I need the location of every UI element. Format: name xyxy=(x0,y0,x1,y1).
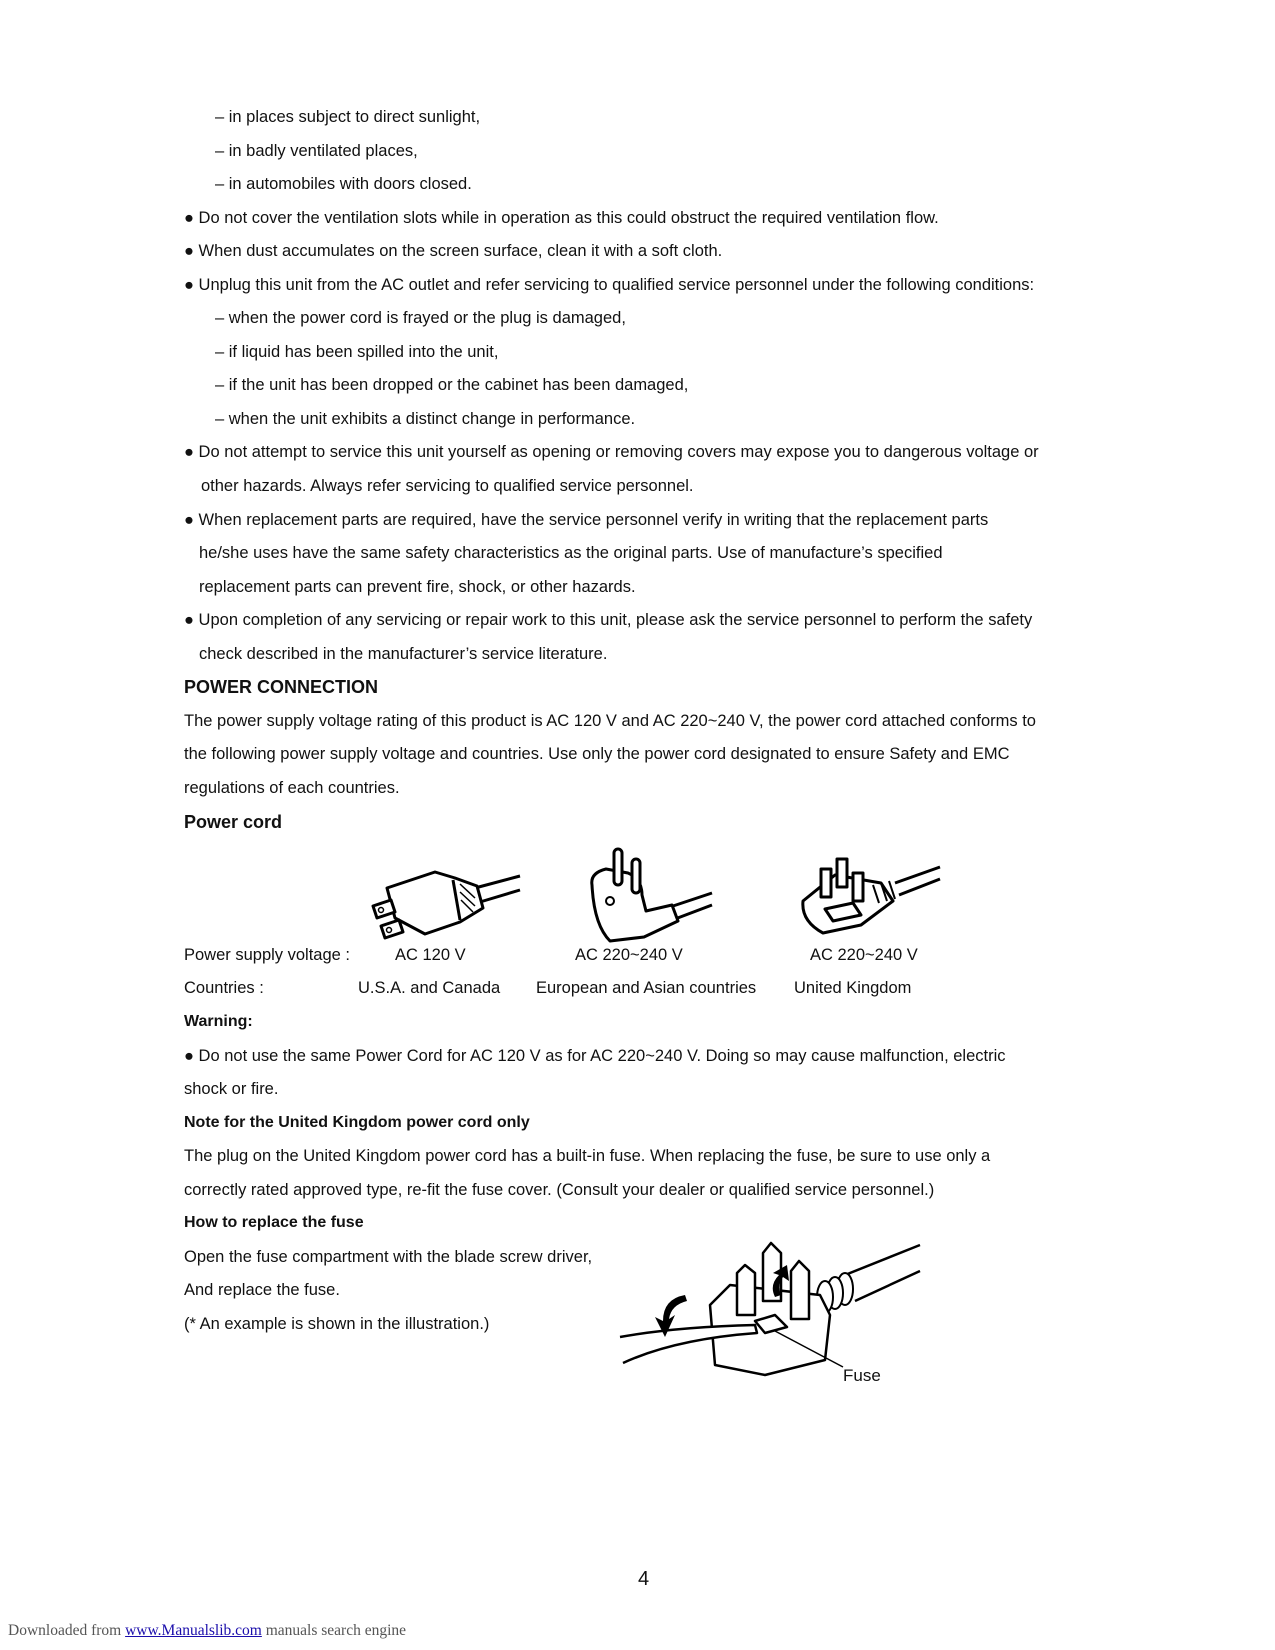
bullet-item: ● When dust accumulates on the screen surface, clean it with a soft cloth. xyxy=(184,242,723,260)
bullet-item: ● Do not attempt to service this unit yourself as opening or removing covers may expose you to dangerous voltage or xyxy=(184,443,1039,461)
voltage-eu: AC 220~240 V xyxy=(575,946,683,964)
footer-suffix: manuals search engine xyxy=(265,1622,407,1639)
text-line: – when the unit exhibits a distinct change in performance. xyxy=(215,410,636,428)
footer-prefix: Downloaded from xyxy=(8,1622,122,1639)
paragraph-line: The power supply voltage rating of this product is AC 120 V and AC 220~240 V, the power cord attached conforms to xyxy=(184,712,1036,730)
text-line: – if the unit has been dropped or the cabinet has been damaged, xyxy=(215,376,689,394)
fuse-heading: How to replace the fuse xyxy=(184,1214,364,1231)
warning-line: ● Do not use the same Power Cord for AC 120 V as for AC 220~240 V. Doing so may cause malfunction, electric xyxy=(184,1047,1006,1065)
countries-label: Countries : xyxy=(184,979,264,997)
fuse-instruction: (* An example is shown in the illustration.) xyxy=(184,1315,490,1333)
manualslib-link[interactable]: www.Manualslib.com xyxy=(125,1622,262,1639)
text-line: he/she uses have the same safety characteristics as the original parts. Use of manufacture’s specified xyxy=(199,544,943,562)
bullet-item: ● When replacement parts are required, have the service personnel verify in writing that the replacement parts xyxy=(184,511,989,529)
uk-note-heading: Note for the United Kingdom power cord only xyxy=(184,1114,530,1131)
bullet-item: ● Do not cover the ventilation slots while in operation as this could obstruct the required ventilation flow. xyxy=(184,209,939,227)
warning-heading: Warning: xyxy=(184,1013,253,1030)
uk-note-line: The plug on the United Kingdom power cord has a built-in fuse. When replacing the fuse, be sure to use only a xyxy=(184,1147,991,1165)
footer xyxy=(8,1622,406,1640)
country-eu: European and Asian countries xyxy=(536,979,757,997)
section-heading-power-connection: POWER CONNECTION xyxy=(184,677,379,697)
uk-note-line: correctly rated approved type, re-fit the fuse cover. (Consult your dealer or qualified service personnel.) xyxy=(184,1181,935,1199)
subheading-power-cord: Power cord xyxy=(184,812,283,832)
paragraph-line: the following power supply voltage and countries. Use only the power cord designated to ensure Safety and EMC xyxy=(184,745,1010,763)
fuse-instruction: Open the fuse compartment with the blade screw driver, xyxy=(184,1248,593,1266)
us-plug-icon xyxy=(365,860,525,940)
bullet-item: ● Upon completion of any servicing or repair work to this unit, please ask the service personnel to perform the safety xyxy=(184,611,1033,629)
text-line: other hazards. Always refer servicing to qualified service personnel. xyxy=(201,477,694,495)
voltage-us: AC 120 V xyxy=(395,946,466,964)
country-uk: United Kingdom xyxy=(794,979,912,997)
fuse-label: Fuse xyxy=(843,1366,881,1385)
uk-plug-icon xyxy=(795,855,945,940)
fuse-replacement-illustration xyxy=(615,1235,935,1385)
text-line: replacement parts can prevent fire, shock, or other hazards. xyxy=(199,578,636,596)
page-number: 4 xyxy=(638,1568,650,1590)
text-line: – in automobiles with doors closed. xyxy=(215,175,472,193)
paragraph-line: regulations of each countries. xyxy=(184,779,400,797)
text-line: – when the power cord is frayed or the plug is damaged, xyxy=(215,309,626,327)
text-line: – in places subject to direct sunlight, xyxy=(215,108,481,126)
text-line: – if liquid has been spilled into the unit, xyxy=(215,343,499,361)
fuse-instruction: And replace the fuse. xyxy=(184,1281,340,1299)
warning-line: shock or fire. xyxy=(184,1080,279,1098)
bullet-item: ● Unplug this unit from the AC outlet and refer servicing to qualified service personnel under the following conditions: xyxy=(184,276,1035,294)
voltage-uk: AC 220~240 V xyxy=(810,946,918,964)
country-us: U.S.A. and Canada xyxy=(358,979,501,997)
text-line: check described in the manufacturer’s service literature. xyxy=(199,645,608,663)
eu-plug-icon xyxy=(580,845,720,945)
text-line: – in badly ventilated places, xyxy=(215,142,418,160)
voltage-label: Power supply voltage : xyxy=(184,946,351,964)
